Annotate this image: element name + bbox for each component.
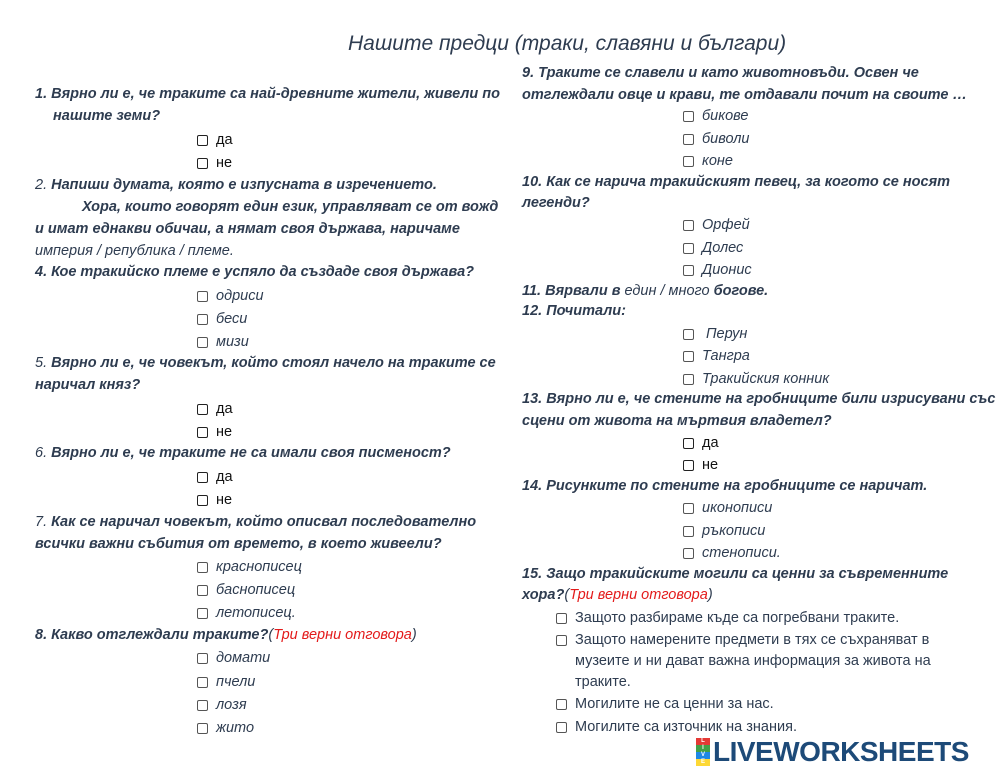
- option-orfey[interactable]: [683, 217, 750, 233]
- option-label: стенописи.: [702, 545, 781, 561]
- question-4: [35, 264, 474, 280]
- option-label: Долес: [702, 240, 744, 256]
- page-title: Нашите предци (траки, славяни и българи): [348, 32, 787, 55]
- option-mizi[interactable]: [197, 334, 249, 350]
- option-ikonopisi[interactable]: [683, 500, 772, 516]
- option-label: Орфей: [702, 217, 750, 233]
- checkbox[interactable]: [683, 460, 694, 471]
- question-text-line2: нашите земи?: [53, 108, 161, 124]
- option-da[interactable]: [197, 469, 233, 485]
- sentence-line2: и имат еднакви обичаи, а нямат своя държава, наричаме: [35, 221, 460, 237]
- option-label: беси: [216, 311, 248, 327]
- checkbox[interactable]: [683, 111, 694, 122]
- option-label: краснописец: [216, 559, 302, 575]
- question-text: Почитали:: [546, 303, 626, 319]
- question-number: 13.: [522, 391, 543, 407]
- checkbox[interactable]: [197, 608, 208, 619]
- logo-letter: I: [696, 745, 710, 752]
- question-number: 12.: [522, 303, 543, 319]
- checkbox[interactable]: [683, 156, 694, 167]
- option-label: домати: [216, 650, 271, 666]
- question-11: [522, 283, 768, 299]
- option-besi[interactable]: [197, 311, 247, 327]
- checkbox[interactable]: [197, 472, 208, 483]
- option-da[interactable]: [197, 401, 233, 417]
- question-text-line2: сцени от живота на мъртвия владетел?: [522, 413, 832, 429]
- checkbox[interactable]: [683, 438, 694, 449]
- question-text: Какво отглеждали траките?: [51, 627, 269, 643]
- option-label: летописец.: [216, 605, 296, 621]
- question-text: Как се нарича тракийският певец, за когото се носят: [546, 174, 951, 190]
- option-ne[interactable]: [197, 155, 232, 171]
- question-13: [522, 391, 995, 407]
- checkbox[interactable]: [683, 220, 694, 231]
- word-choices[interactable]: един / много: [624, 283, 710, 299]
- option-label: да: [702, 435, 719, 451]
- checkbox[interactable]: [197, 427, 208, 438]
- question-text: Вярно ли е, че траките са най-древните жители, живели по: [51, 86, 500, 102]
- question-text-end: богове.: [713, 283, 769, 299]
- checkbox[interactable]: [556, 722, 567, 733]
- option-label: Могилите не са ценни за нас.: [575, 696, 774, 712]
- option-label: не: [216, 155, 233, 171]
- paren-close: ): [411, 627, 417, 643]
- option-letopisec[interactable]: [197, 605, 296, 621]
- checkbox[interactable]: [197, 291, 208, 302]
- checkbox[interactable]: [556, 635, 567, 646]
- option-razbirame-kade[interactable]: [556, 610, 899, 626]
- checkbox[interactable]: [683, 374, 694, 385]
- option-label: Тангра: [702, 348, 750, 364]
- question-12: [522, 303, 626, 319]
- question-number: 10.: [522, 174, 543, 190]
- checkbox[interactable]: [683, 265, 694, 276]
- question-text-line2: всички важни събития от времето, в което живеели?: [35, 536, 442, 552]
- question-number: 2.: [35, 177, 48, 193]
- option-dionis[interactable]: [683, 262, 752, 278]
- option-label: мизи: [216, 334, 249, 350]
- option-label: Тракийския конник: [702, 371, 830, 387]
- checkbox[interactable]: [197, 677, 208, 688]
- question-number: 4.: [35, 264, 48, 280]
- checkbox[interactable]: [683, 548, 694, 559]
- option-label: ръкописи: [702, 523, 766, 539]
- option-label: баснописец: [216, 582, 296, 598]
- option-ne-sa-cenni[interactable]: [556, 696, 774, 712]
- checkbox[interactable]: [197, 723, 208, 734]
- paren-open: (: [564, 587, 570, 603]
- option-bivoli[interactable]: [683, 131, 749, 147]
- option-namerenite-predmeti[interactable]: [556, 632, 929, 648]
- question-text: Вярно ли е, че човекът, който стоял начело на траките се: [51, 355, 496, 371]
- option-label: одриси: [216, 288, 264, 304]
- question-number: 5.: [35, 355, 48, 371]
- logo-letter: E: [696, 759, 710, 766]
- question-1: [35, 86, 500, 102]
- question-text: Рисунките по стените на гробниците се наричат.: [546, 478, 928, 494]
- question-15: [522, 566, 948, 582]
- question-number: 8.: [35, 627, 48, 643]
- question-6: [35, 445, 451, 461]
- checkbox[interactable]: [683, 351, 694, 362]
- question-number: 7.: [35, 514, 48, 530]
- checkbox[interactable]: [556, 699, 567, 710]
- option-label: Могилите са източник на знания.: [575, 719, 797, 735]
- option-lozya[interactable]: [197, 697, 247, 713]
- question-7: [35, 514, 476, 530]
- option-label: да: [216, 401, 233, 417]
- question-5: [35, 355, 496, 371]
- question-text: хора?: [522, 587, 565, 603]
- option-label: да: [216, 469, 233, 485]
- option-ne[interactable]: [197, 492, 232, 508]
- question-number: 15.: [522, 566, 543, 582]
- option-label: жито: [216, 720, 255, 736]
- option-label: Перун: [702, 326, 748, 342]
- option-label: Защото намерените предмети в тях се съхраняват в: [575, 632, 930, 648]
- option-iztochnik-na-znaniya[interactable]: [556, 719, 797, 735]
- word-choices[interactable]: империя / република / племе.: [35, 243, 234, 259]
- checkbox[interactable]: [197, 653, 208, 664]
- question-text: Кое тракийско племе е успяло да създаде своя държава?: [51, 264, 474, 280]
- question-text-line2: [522, 587, 713, 603]
- question-number: 14.: [522, 478, 543, 494]
- checkbox[interactable]: [683, 243, 694, 254]
- question-8: [35, 627, 417, 643]
- question-text-line2: наричал княз?: [35, 377, 141, 393]
- checkbox[interactable]: [197, 700, 208, 711]
- sentence-line1: Хора, които говорят един език, управляват се от вожд: [82, 199, 499, 215]
- option-label: не: [216, 492, 233, 508]
- option-label: биволи: [702, 131, 750, 147]
- question-2: [35, 177, 437, 193]
- logo-text: LIVEWORKSHEETS: [713, 736, 969, 767]
- option-kone[interactable]: [683, 153, 733, 169]
- checkbox[interactable]: [683, 329, 694, 340]
- question-9: [522, 65, 919, 81]
- checkbox[interactable]: [683, 134, 694, 145]
- option-label: иконописи: [702, 500, 773, 516]
- checkbox[interactable]: [197, 562, 208, 573]
- checkbox[interactable]: [197, 404, 208, 415]
- option-krasnopisec[interactable]: [197, 559, 302, 575]
- question-text: Вярно ли е, че траките не са имали своя писменост?: [51, 445, 451, 461]
- checkbox[interactable]: [197, 135, 208, 146]
- option-basnopisec[interactable]: [197, 582, 295, 598]
- question-text: Вярвали в: [545, 283, 621, 299]
- option-label: Защото разбираме къде са погребвани траките.: [575, 610, 900, 626]
- option-label: Дионис: [702, 262, 752, 278]
- option-label: не: [216, 424, 233, 440]
- option-trakiyski-konnik[interactable]: [683, 371, 829, 387]
- question-text: Как се наричал човекът, който описвал последователно: [51, 514, 477, 530]
- checkbox[interactable]: [683, 526, 694, 537]
- option-zhito[interactable]: [197, 720, 254, 736]
- question-10: [522, 174, 950, 190]
- question-text: Траките се славели и като животновъди. Освен че: [538, 65, 919, 81]
- answer-count-note: Три верни отговора: [273, 627, 412, 643]
- option-rakopisi[interactable]: [683, 523, 765, 539]
- paren-open: (: [268, 627, 274, 643]
- option-label: да: [216, 132, 233, 148]
- option-label: бикове: [702, 108, 749, 124]
- question-text-line2: легенди?: [522, 195, 590, 211]
- option-domati[interactable]: [197, 650, 270, 666]
- question-number: 6.: [35, 445, 48, 461]
- answer-count-note: Три верни отговора: [569, 587, 708, 603]
- checkbox[interactable]: [197, 158, 208, 169]
- option-label: не: [702, 457, 719, 473]
- paren-close: ): [707, 587, 713, 603]
- question-text: Защо тракийските могили са ценни за съвременните: [546, 566, 949, 582]
- question-text: Напиши думата, която е изпусната в изречението.: [51, 177, 437, 193]
- option-ne[interactable]: [197, 424, 232, 440]
- option-label: лозя: [216, 697, 247, 713]
- option-perun[interactable]: [683, 326, 747, 342]
- option-label-line2: музеите и ни дават важна информация за живота на: [575, 653, 931, 669]
- option-da[interactable]: [683, 435, 719, 451]
- option-tangra[interactable]: [683, 348, 750, 364]
- logo-letter: V: [696, 752, 710, 759]
- option-pcheli[interactable]: [197, 674, 255, 690]
- checkbox[interactable]: [197, 585, 208, 596]
- checkbox[interactable]: [683, 503, 694, 514]
- option-label: коне: [702, 153, 733, 169]
- question-number: 1.: [35, 86, 48, 102]
- checkbox[interactable]: [197, 337, 208, 348]
- logo-letter: L: [696, 738, 710, 745]
- logo-icon: [696, 738, 710, 766]
- checkbox[interactable]: [556, 613, 567, 624]
- option-bikove[interactable]: [683, 108, 748, 124]
- liveworksheets-logo[interactable]: [696, 736, 969, 768]
- checkbox[interactable]: [197, 495, 208, 506]
- option-odrisi[interactable]: [197, 288, 264, 304]
- option-ne[interactable]: [683, 457, 718, 473]
- option-label-line3: траките.: [575, 674, 631, 690]
- option-stenopisi[interactable]: [683, 545, 781, 561]
- question-14: [522, 478, 927, 494]
- question-text-line2: отглеждали овце и крави, те отдавали почит на своите …: [522, 87, 967, 103]
- checkbox[interactable]: [197, 314, 208, 325]
- option-da[interactable]: [197, 132, 233, 148]
- question-text: Вярно ли е, че стените на гробниците били изрисувани със: [546, 391, 996, 407]
- option-doles[interactable]: [683, 240, 743, 256]
- option-label: пчели: [216, 674, 256, 690]
- question-number: 9.: [522, 65, 535, 81]
- question-number: 11.: [522, 283, 542, 299]
